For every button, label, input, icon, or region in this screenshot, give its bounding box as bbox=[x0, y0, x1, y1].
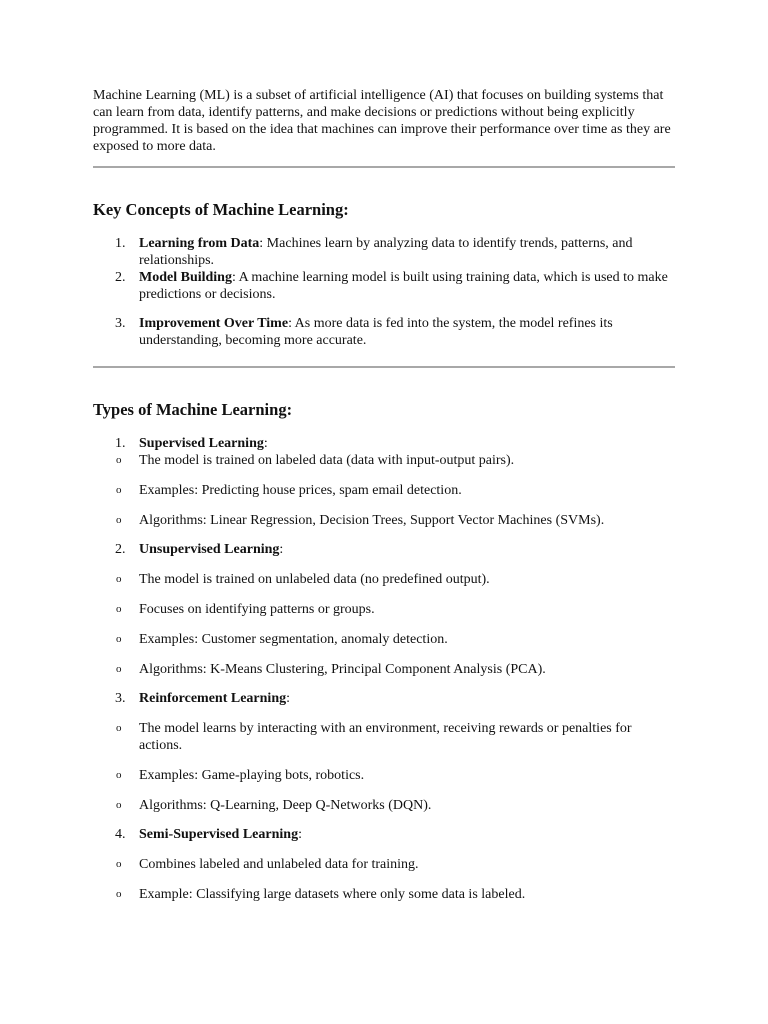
bullet-item bbox=[93, 512, 675, 529]
bullet-text: Algorithms: Linear Regression, Decision Trees, Support Vector Machines (SVMs). bbox=[139, 513, 605, 528]
list-number: 3. bbox=[115, 316, 126, 331]
list-number: 2. bbox=[115, 542, 126, 557]
bullet-marker: o bbox=[116, 799, 122, 811]
type-suffix: : bbox=[286, 691, 290, 706]
key-concepts-list bbox=[93, 235, 675, 349]
key-concept-text: : A machine learning model is built using training data, which is used to make predictions or decisions. bbox=[139, 270, 668, 302]
unsupervised-bullets bbox=[93, 571, 675, 678]
key-concept-item bbox=[93, 269, 675, 303]
supervised-bullets bbox=[93, 452, 675, 529]
bullet-item bbox=[93, 720, 675, 754]
bullet-text: Examples: Game-playing bots, robotics. bbox=[139, 768, 365, 783]
key-concept-text: : As more data is fed into the system, the model refines its understanding, becoming more accurate. bbox=[139, 316, 613, 348]
list-number: 3. bbox=[115, 691, 126, 706]
bullet-item bbox=[93, 886, 675, 903]
bullet-item bbox=[93, 571, 675, 588]
intro-paragraph: Machine Learning (ML) is a subset of artificial intelligence (AI) that focuses on building systems that can learn from data, identify patterns, and make decisions or predictions without being explicitly programmed. It is based on the idea that machines can improve their performance over time as they are exposed to more data. bbox=[93, 88, 671, 154]
bullet-item bbox=[93, 452, 675, 469]
bullet-text: Examples: Predicting house prices, spam email detection. bbox=[139, 483, 462, 498]
key-concept-text: : Machines learn by analyzing data to identify trends, patterns, and relationships. bbox=[139, 236, 633, 268]
type-item-unsupervised bbox=[93, 541, 675, 678]
type-suffix: : bbox=[263, 436, 268, 451]
bullet-marker: o bbox=[116, 514, 122, 526]
type-label: Reinforcement Learning bbox=[139, 691, 287, 706]
bullet-text: The model is trained on unlabeled data (no predefined output). bbox=[139, 572, 490, 587]
type-suffix: : bbox=[298, 827, 302, 842]
semi-supervised-bullets bbox=[93, 856, 675, 903]
bullet-marker: o bbox=[116, 722, 122, 734]
bullet-item bbox=[93, 661, 675, 678]
bullet-item bbox=[93, 767, 675, 784]
bullet-marker: o bbox=[116, 603, 122, 615]
bullet-text: The model is trained on labeled data (data with input-output pairs). bbox=[139, 453, 515, 468]
bullet-item bbox=[93, 601, 675, 618]
bullet-text: The model learns by interacting with an environment, receiving rewards or penalties for actions. bbox=[139, 721, 632, 753]
bullet-marker: o bbox=[116, 573, 122, 585]
bullet-text: Focuses on identifying patterns or groups. bbox=[139, 602, 375, 617]
bullet-marker: o bbox=[116, 858, 122, 870]
type-label: Semi-Supervised Learning bbox=[139, 827, 299, 842]
reinforcement-bullets bbox=[93, 720, 675, 814]
bullet-text: Algorithms: K-Means Clustering, Principal Component Analysis (PCA). bbox=[139, 662, 546, 677]
type-item-semi-supervised bbox=[93, 826, 675, 903]
bullet-marker: o bbox=[116, 888, 122, 900]
bullet-marker: o bbox=[116, 663, 122, 675]
bullet-item bbox=[93, 856, 675, 873]
bullet-item bbox=[93, 482, 675, 499]
type-item-supervised bbox=[93, 435, 675, 529]
list-number: 1. bbox=[115, 236, 126, 251]
key-concepts-heading: Key Concepts of Machine Learning: bbox=[93, 200, 349, 219]
bullet-item bbox=[93, 797, 675, 814]
bullet-marker: o bbox=[116, 454, 122, 466]
key-concept-label: Learning from Data bbox=[139, 236, 260, 251]
list-number: 1. bbox=[115, 436, 126, 451]
bullet-item bbox=[93, 631, 675, 648]
bullet-marker: o bbox=[116, 769, 122, 781]
type-suffix: : bbox=[279, 542, 284, 557]
bullet-text: Combines labeled and unlabeled data for training. bbox=[139, 857, 419, 872]
bullet-text: Example: Classifying large datasets where only some data is labeled. bbox=[139, 887, 526, 902]
list-number: 2. bbox=[115, 270, 126, 285]
bullet-marker: o bbox=[116, 633, 122, 645]
type-item-reinforcement bbox=[93, 690, 675, 814]
document-page bbox=[93, 87, 675, 903]
bullet-text: Examples: Customer segmentation, anomaly detection. bbox=[139, 632, 448, 647]
divider-2 bbox=[93, 366, 675, 368]
bullet-marker: o bbox=[116, 484, 122, 496]
bullet-text: Algorithms: Q-Learning, Deep Q-Networks (DQN). bbox=[139, 798, 432, 813]
divider-1 bbox=[93, 166, 675, 168]
types-heading: Types of Machine Learning: bbox=[93, 400, 293, 419]
type-label: Supervised Learning bbox=[139, 436, 264, 451]
types-list bbox=[93, 435, 675, 903]
key-concept-label: Model Building bbox=[139, 270, 232, 285]
key-concept-label: Improvement Over Time bbox=[139, 316, 289, 331]
type-label: Unsupervised Learning bbox=[139, 542, 280, 557]
key-concept-item bbox=[93, 235, 675, 269]
key-concept-item bbox=[93, 315, 675, 349]
list-number: 4. bbox=[115, 827, 126, 842]
